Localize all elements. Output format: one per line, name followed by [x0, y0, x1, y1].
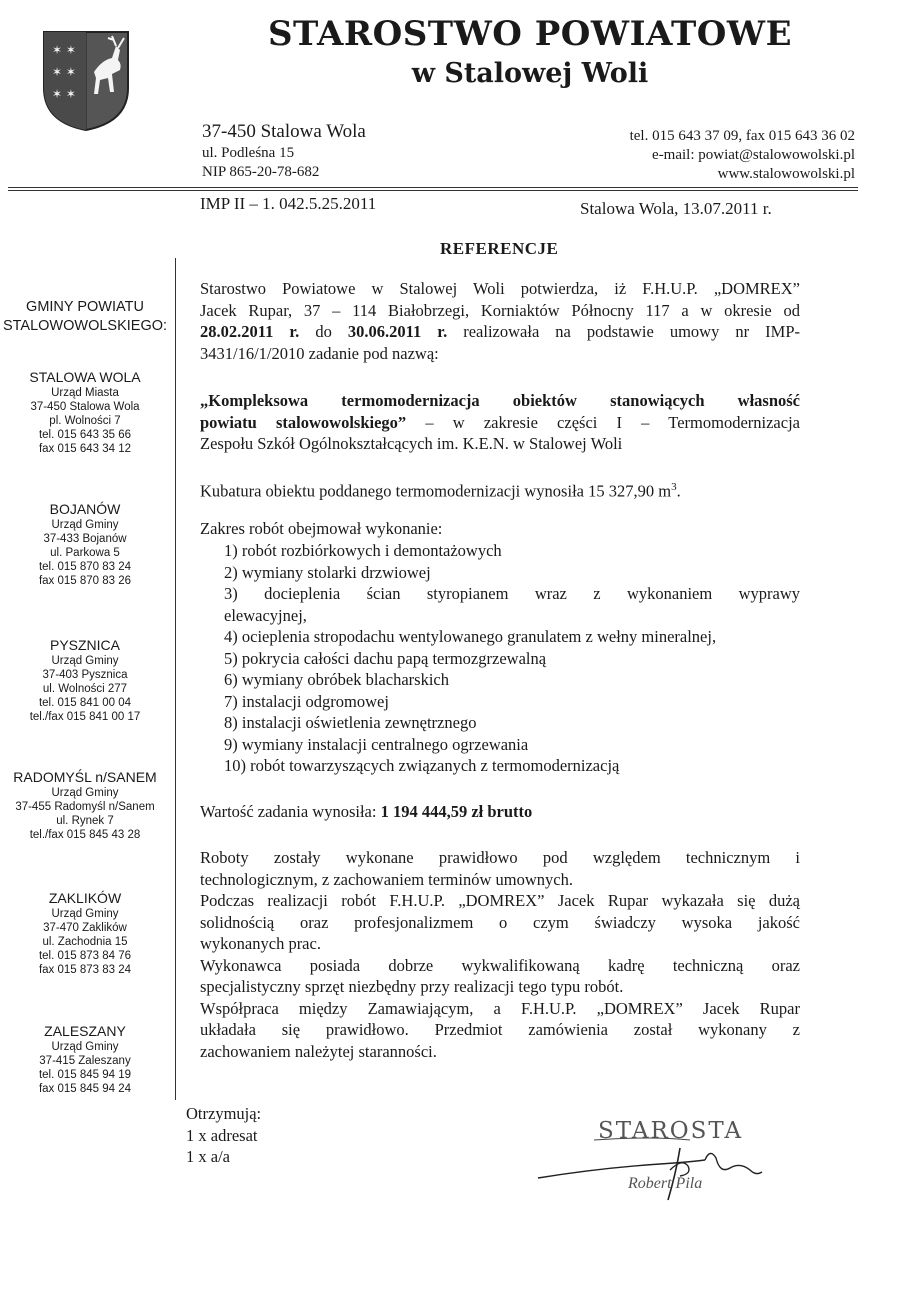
value-label: Wartość zadania wynosiła:: [200, 802, 381, 821]
municipality-line: Urząd Gminy: [51, 1041, 119, 1053]
municipality-line: ul. Rynek 7: [56, 815, 114, 827]
municipality-line: fax 015 845 94 24: [38, 1083, 132, 1095]
list-item: 1) robót rozbiórkowych i demontażowych: [224, 541, 502, 560]
text-line: układała się prawidłowo. Przedmiot zamówienia został wykonany z: [200, 1020, 800, 1039]
municipality-line: 37-450 Stalowa Wola: [30, 401, 140, 413]
intro-paragraph: [200, 278, 800, 364]
text-fragment: do: [299, 322, 348, 341]
text-line: Współpraca między Zamawiającym, a F.H.U.P. „DOMREX” Jacek Rupar: [200, 998, 800, 1018]
text-line: [200, 321, 800, 343]
municipality-block: [0, 1022, 170, 1096]
list-item: elewacyjnej,: [224, 605, 307, 625]
sidebar-title: [0, 298, 170, 336]
list-item: 7) instalacji odgromowej: [224, 691, 389, 711]
recipients-label: Otrzymują:: [186, 1104, 262, 1123]
document-date: Stalowa Wola, 13.07.2011 r.: [580, 199, 772, 218]
municipality-line: 37-470 Zaklików: [43, 922, 127, 934]
municipality-line: tel. 015 841 00 04: [38, 697, 132, 709]
list-item: 2) wymiany stolarki drzwiowej: [224, 562, 431, 582]
end-date: 30.06.2011 r.: [347, 322, 448, 341]
municipality-line: Urząd Gminy: [51, 519, 119, 531]
text-line: [200, 390, 800, 412]
municipality-line: 37-415 Zaleszany: [39, 1055, 131, 1067]
document-heading: REFERENCJE: [440, 239, 559, 258]
text-line: [200, 412, 800, 434]
municipality-line: Urząd Gminy: [51, 787, 119, 799]
text-line: zachowaniem należytej staranności.: [200, 1041, 437, 1061]
municipality-line: tel. 015 845 94 19: [38, 1069, 132, 1081]
recipients-block: [186, 1103, 386, 1168]
sidebar-divider: [175, 258, 176, 1100]
municipality-line: fax 015 870 83 26: [38, 575, 132, 587]
text-line: technologicznym, z zachowaniem terminów umownych.: [200, 869, 573, 889]
municipality-line: ul. Zachodnia 15: [42, 936, 128, 948]
list-item: 8) instalacji oświetlenia zewnętrznego: [224, 713, 477, 732]
signature-stamp-title: STAROSTA: [598, 1118, 744, 1144]
text-fragment: .: [676, 481, 681, 501]
value-amount: 1 194 444,59 zł brutto: [380, 802, 533, 821]
text-line: Jacek Rupar, 37 – 114 Białobrzegi, Korniaktów Północny 117 a w okresie od: [200, 300, 800, 320]
municipality-name: PYSZNICA: [49, 637, 120, 653]
superscript: 3: [671, 481, 677, 493]
municipality-name: ZALESZANY: [44, 1023, 126, 1039]
email: e-mail: powiat@stalowowolski.pl: [652, 147, 855, 163]
list-item: 10) robót towarzyszących związanych z termomodernizacją: [224, 756, 620, 775]
text-fragment: – w zakresie części I – Termomodernizacja: [406, 412, 800, 432]
municipality-line: fax 015 643 34 12: [38, 443, 132, 455]
municipality-line: fax 015 873 83 24: [38, 964, 132, 976]
sidebar-title-line: GMINY POWIATU: [26, 299, 144, 315]
closing-paragraph: [200, 847, 800, 1062]
list-item: 9) wymiany instalacji centralnego ogrzewania: [224, 734, 529, 754]
municipality-name: ZAKLIKÓW: [48, 890, 122, 906]
municipality-line: tel./fax 015 841 00 17: [29, 711, 141, 723]
svg-text:✶ ✶: ✶ ✶: [52, 43, 76, 57]
municipality-block: [0, 636, 170, 724]
text-line: solidnością oraz profesjonalizmem o czym świadczy wysoka jakość: [200, 912, 800, 932]
text-line: Roboty zostały wykonane prawidłowo pod względem technicznym i: [200, 848, 800, 867]
list-item: 5) pokrycia całości dachu papą termozgrzewalną: [224, 648, 547, 668]
office-subtitle: w Stalowej Woli: [411, 58, 649, 89]
sidebar-title-line: STALOWOWOLSKIEGO:: [2, 318, 168, 334]
list-item: 3) docieplenia ścian styropianem wraz z wykonaniem wyprawy: [224, 584, 800, 603]
municipality-line: Urząd Gminy: [51, 655, 119, 667]
municipality-line: tel./fax 015 845 43 28: [29, 829, 141, 841]
reference-number: IMP II – 1. 042.5.25.2011: [200, 194, 377, 213]
value-paragraph: [200, 801, 800, 823]
municipality-line: tel. 015 643 35 66: [38, 429, 132, 441]
header-rule: [8, 190, 858, 191]
text-line: Zespołu Szkół Ogólnokształcących im. K.E.N. w Stalowej Woli: [200, 434, 623, 453]
municipality-line: 37-433 Bojanów: [43, 533, 127, 545]
text-line: Wykonawca posiada dobrze wykwalifikowaną kadrę techniczną oraz: [200, 955, 800, 975]
svg-text:✶ ✶: ✶ ✶: [52, 65, 76, 79]
coat-of-arms-icon: [42, 30, 130, 132]
municipality-name: STALOWA WOLA: [29, 369, 141, 385]
municipality-line: tel. 015 870 83 24: [38, 561, 132, 573]
nip-number: NIP 865-20-78-682: [202, 164, 320, 180]
address-city: 37-450 Stalowa Wola: [202, 121, 366, 142]
municipality-name: BOJANÓW: [49, 501, 121, 517]
text-fragment: Kubatura obiektu poddanego termomodernizacji wynosiła 15 327,90 m: [200, 481, 672, 501]
task-name-paragraph: [200, 390, 800, 455]
municipality-line: pl. Wolności 7: [49, 415, 121, 427]
text-line: Podczas realizacji robót F.H.U.P. „DOMREX” Jacek Rupar wykazała się dużą: [200, 891, 800, 910]
address-street: ul. Podleśna 15: [202, 145, 295, 161]
text-line: wykonanych prac.: [200, 934, 321, 953]
municipality-line: 37-403 Pysznica: [42, 669, 128, 681]
municipality-block: [0, 889, 170, 977]
municipality-block: [0, 500, 170, 588]
task-name: „Kompleksowa termomodernizacja obiektów stanowiących własność: [200, 391, 800, 410]
municipality-line: 37-455 Radomyśl n/Sanem: [15, 801, 155, 813]
text-line: specjalistyczny sprzęt niezbędny przy realizacji tego typu robót.: [200, 977, 624, 996]
municipality-block: [0, 768, 170, 842]
phone-fax: tel. 015 643 37 09, fax 015 643 36 02: [629, 128, 855, 144]
municipality-line: tel. 015 873 84 76: [38, 950, 132, 962]
scope-list: [224, 540, 800, 777]
website: www.stalowowolski.pl: [717, 166, 855, 182]
signature-stamp-name: Robert Pila: [628, 1175, 703, 1192]
text-line: 3431/16/1/2010 zadanie pod nazwą:: [200, 343, 439, 363]
start-date: 28.02.2011 r.: [200, 322, 300, 341]
text-fragment: realizowała na podstawie umowy nr IMP-: [447, 322, 800, 341]
task-name: powiatu stalowowolskiego”: [200, 412, 407, 432]
text-line: Starostwo Powiatowe w Stalowej Woli potwierdza, iż F.H.U.P. „DOMREX”: [200, 279, 800, 298]
municipality-line: Urząd Gminy: [51, 908, 119, 920]
municipality-name: RADOMYŚL n/SANEM: [13, 769, 157, 785]
municipality-line: ul. Wolności 277: [42, 683, 128, 695]
list-item: 4) ocieplenia stropodachu wentylowanego granulatem z wełny mineralnej,: [224, 627, 717, 646]
municipality-block: [0, 368, 170, 456]
office-title: STAROSTWO POWIATOWE: [267, 14, 793, 54]
header-rule: [8, 187, 858, 188]
list-item: 6) wymiany obróbek blacharskich: [224, 670, 449, 689]
municipality-line: ul. Parkowa 5: [50, 547, 120, 559]
recipient-line: 1 x adresat: [186, 1125, 258, 1145]
recipient-line: 1 x a/a: [186, 1147, 230, 1166]
handwritten-signature-icon: [530, 1118, 790, 1208]
volume-paragraph: [200, 477, 800, 502]
svg-text:✶ ✶: ✶ ✶: [52, 87, 76, 101]
scope-intro: Zakres robót obejmował wykonanie:: [200, 519, 443, 538]
municipality-line: Urząd Miasta: [51, 387, 119, 399]
